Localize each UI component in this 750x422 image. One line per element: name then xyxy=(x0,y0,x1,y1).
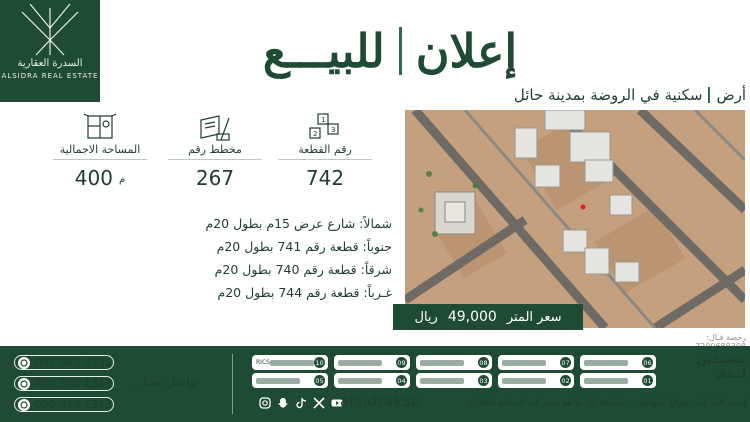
satellite-map xyxy=(405,110,745,328)
title-for-sale: للبيـــع xyxy=(262,24,385,78)
social-links xyxy=(258,396,344,410)
area-unit: م xyxy=(118,174,126,185)
plot-location-marker xyxy=(581,205,586,210)
logo-english-name: ALSIDRA REAL ESTATE xyxy=(1,72,99,80)
phone-link-2[interactable] xyxy=(14,376,114,391)
map-area-icon xyxy=(82,112,118,142)
fal-license-number: رخصة فـال: xyxy=(706,333,746,342)
accreditation-badge-05: 05 xyxy=(252,373,328,388)
boundary-north: شمالاً: شارع عرض 15م بطول 20م xyxy=(205,216,392,231)
spec-plan-number xyxy=(160,112,270,202)
price-label: سعر المتر xyxy=(506,309,562,325)
spec-label: رقم القطعة xyxy=(298,143,352,156)
svg-text:2: 2 xyxy=(313,130,318,138)
spec-value: 267 xyxy=(195,166,235,190)
logo-arabic-name: السدرة العقارية xyxy=(17,58,83,69)
accredited-by xyxy=(676,352,746,380)
plot-boundaries xyxy=(190,212,392,304)
whatsapp-icon xyxy=(18,399,30,411)
accreditation-badge-10: RICS 10 xyxy=(252,355,328,370)
price-per-meter xyxy=(393,304,583,330)
phone-link-1[interactable] xyxy=(14,355,114,370)
boundary-south: جنوباً: قطعة رقم 741 بطول 20م xyxy=(216,239,392,254)
spec-divider xyxy=(168,159,262,160)
title-separator xyxy=(399,27,402,75)
x-twitter-icon[interactable] xyxy=(312,396,326,410)
accreditation-badge-02: 02 xyxy=(498,373,574,388)
phone-number: 050 473 1313 xyxy=(35,398,112,411)
phone-number: 055 583 3331 xyxy=(35,356,112,369)
spec-label: المساحة الاجمالية xyxy=(59,143,141,156)
spec-plot-number xyxy=(270,112,380,202)
company-logo xyxy=(0,0,100,102)
price-value: 49,000 xyxy=(447,309,497,325)
svg-text:1: 1 xyxy=(321,116,326,124)
snapchat-icon[interactable] xyxy=(276,396,290,410)
accreditation-badge-04: 04 xyxy=(334,373,410,388)
whatsapp-icon xyxy=(18,378,30,390)
tiktok-icon[interactable] xyxy=(294,396,308,410)
price-currency: ريال xyxy=(414,309,438,325)
plot-number-icon xyxy=(307,112,343,142)
spec-value: 400 م xyxy=(74,166,126,190)
accredited-line1: معتمدين xyxy=(696,352,746,366)
footer-divider xyxy=(232,354,233,414)
subtitle-type: أرض xyxy=(716,86,746,104)
satellite-map-image xyxy=(405,110,745,328)
website-handle[interactable]: alsidraksa xyxy=(340,394,421,410)
spec-label: مخطط رقم xyxy=(188,143,242,156)
whatsapp-icon xyxy=(18,357,30,369)
spec-value: 742 xyxy=(305,166,345,190)
join-social-text: انضم الينا على مواقع التواصل .. لمتابعة كل ما هو جديد في الساحة العقارية xyxy=(466,398,746,408)
property-subtitle xyxy=(440,84,746,106)
spec-total-area xyxy=(45,112,155,202)
accreditation-badge-09: 09 xyxy=(334,355,410,370)
spec-divider xyxy=(278,159,372,160)
accreditation-badge-03: 03 xyxy=(416,373,492,388)
instagram-icon[interactable] xyxy=(258,396,272,410)
accredited-line2: لــدى xyxy=(715,366,746,380)
boundary-west: غـرباً: قطعة رقم 744 بطول 20م xyxy=(217,285,392,300)
accreditation-badge-08: 08 xyxy=(416,355,492,370)
accreditation-badge-06: 06 xyxy=(580,355,656,370)
subtitle-separator xyxy=(708,87,710,103)
accreditation-badge-07: 07 xyxy=(498,355,574,370)
title-announcement: إعلان xyxy=(415,24,518,78)
accreditation-badge-01: 01 xyxy=(580,373,656,388)
svg-text:3: 3 xyxy=(331,126,336,134)
page-title xyxy=(200,20,580,82)
subtitle-description: سكنية في الروضة بمدينة حائل xyxy=(513,86,703,104)
plan-blueprint-icon xyxy=(197,112,233,142)
phone-number: 050 593 1313 xyxy=(35,377,112,390)
phone-link-3[interactable] xyxy=(14,397,114,412)
boundary-east: شرقاً: قطعة رقم 740 بطول 20م xyxy=(214,262,392,277)
spec-divider xyxy=(53,159,147,160)
contact-us-label: تواصل معنا .. xyxy=(132,375,199,389)
logo-tree-icon xyxy=(0,0,100,60)
